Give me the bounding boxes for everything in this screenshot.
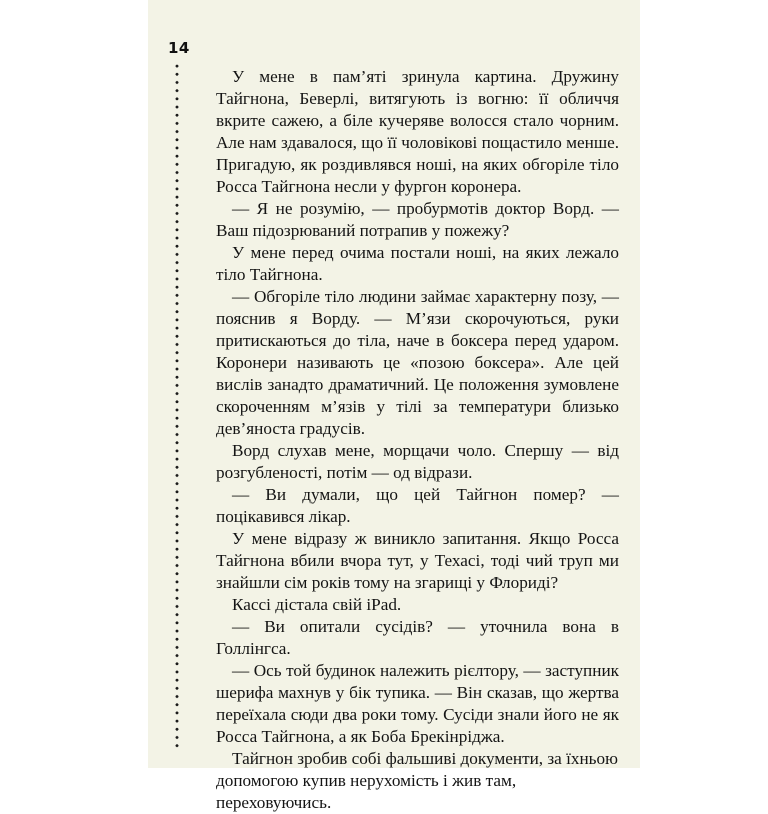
paragraph: Ворд слухав мене, морщачи чоло. Спершу — від розгубленості, потім — од відрази. [216,441,619,482]
paragraph: Кассі дістала свій iPad. [232,595,402,614]
body-text [216,66,619,814]
paragraph: У мене в пам’яті зринула картина. Дружину Тайгнона, Беверлі, витягують із вогню: її обличчя вкрите сажею, а біле кучеряве волосся стало чорним. Але нам здавалося, що її чоловікові пощастило менше. Пригадую, як роздивлявся ноші, на яких обгоріле тіло Росса Тайгнона несли у фургон коронера. [216,67,619,196]
page-number: 14 [168,39,190,57]
dotted-margin-line [175,62,179,752]
paragraph: — Ви опитали сусідів? — уточнила вона в Голлінгса. [216,617,619,658]
paragraph: — Ви думали, що цей Тайгнон помер? — поцікавився лікар. [216,485,619,526]
paragraph: — Я не розумію, — пробурмотів доктор Ворд. — Ваш підозрюваний потрапив у пожежу? [216,199,619,240]
book-page [148,0,640,812]
paragraph: — Ось той будинок належить рієлтору, — заступник шерифа махнув у бік тупика. — Він сказав, що жертва переїхала сюди два роки тому. Сусіди знали його не як Росса Тайгнона, а як Боба Брекінріджа. [216,661,619,746]
paragraph: — Обгоріле тіло людини займає характерну позу, — пояснив я Ворду. — М’язи скорочуються, руки притискаються до тіла, наче в боксера перед ударом. Коронери називають це «позою боксера». Але цей вислів занадто драматичний. Це положення зумовлене скороченням м’язів у тілі за температури близько дев’яноста градусів. [216,287,619,438]
paragraph: Тайгнон зробив собі фальшиві документи, за їхньою допомогою купив нерухомість і жив там, переховуючись. [216,749,618,812]
paragraph: У мене відразу ж виникло запитання. Якщо Росса Тайгнона вбили вчора тут, у Техасі, тоді чий труп ми знайшли сім років тому на згарищі у Флориді? [216,529,619,592]
paragraph: У мене перед очима постали ноші, на яких лежало тіло Тайгнона. [216,243,619,284]
